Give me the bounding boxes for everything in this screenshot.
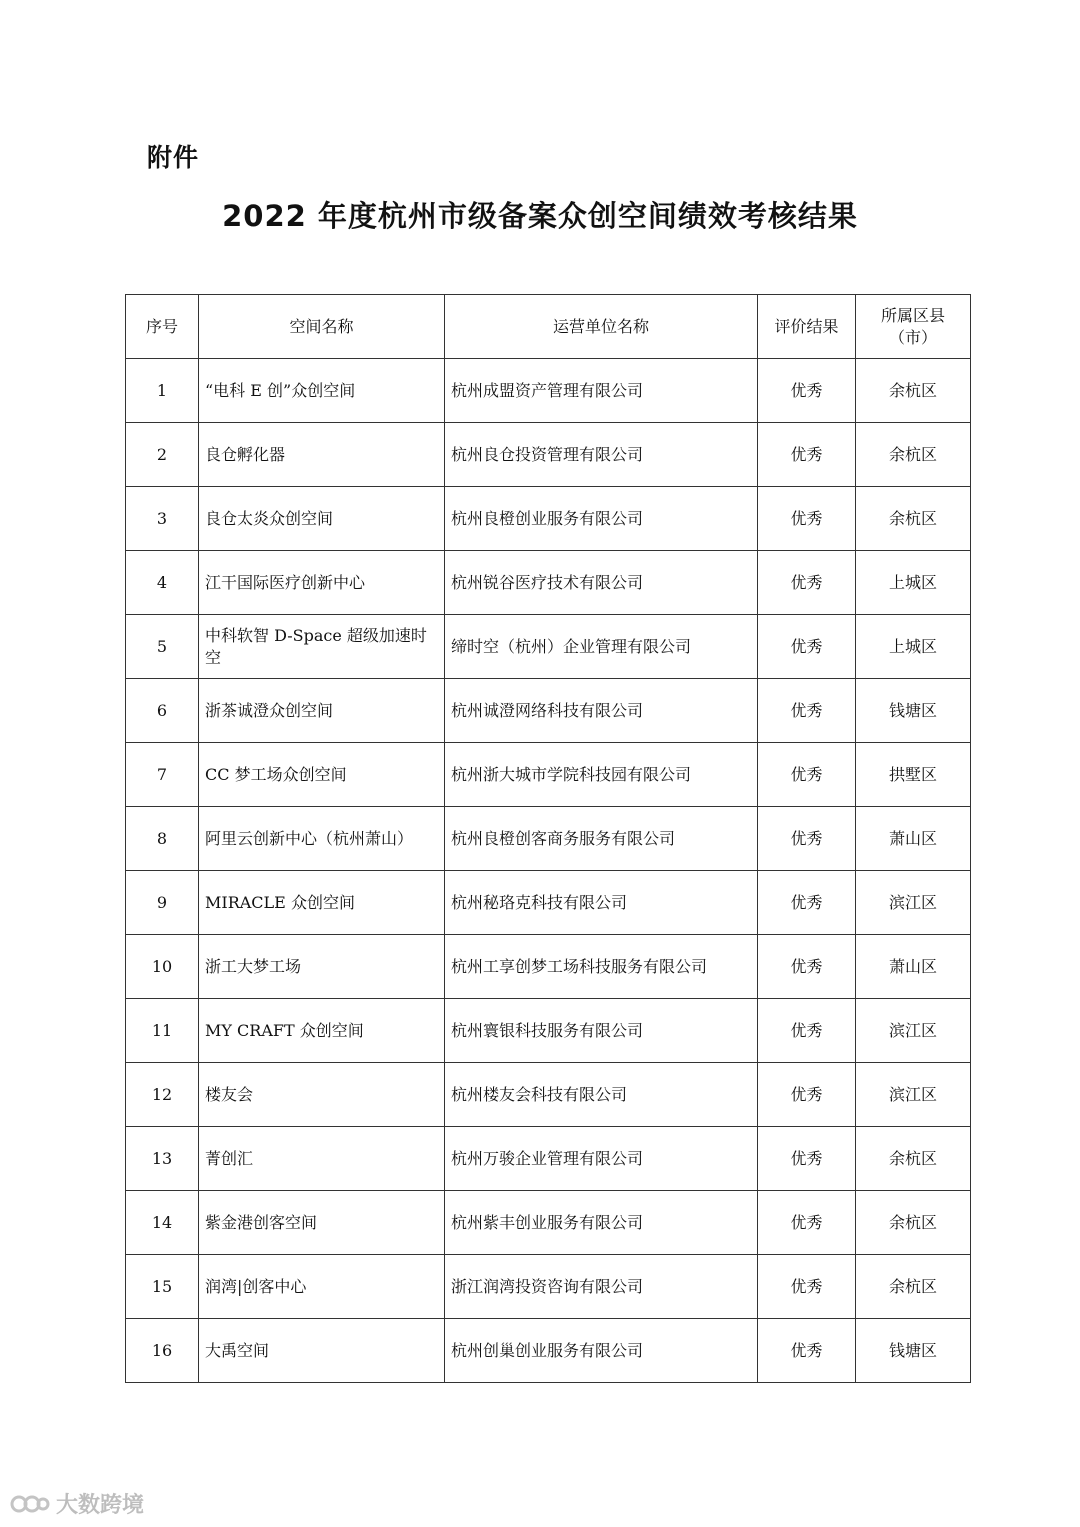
- cell-space-name: 紫金港创客空间: [199, 1191, 445, 1255]
- cell-space-name: MY CRAFT 众创空间: [199, 999, 445, 1063]
- header-result: 评价结果: [758, 295, 856, 359]
- cell-no: 12: [126, 1063, 199, 1127]
- cell-district: 拱墅区: [856, 743, 971, 807]
- table-row: [126, 1255, 971, 1319]
- cell-result: 优秀: [758, 871, 856, 935]
- cell-district: 余杭区: [856, 487, 971, 551]
- cell-operator: 缔时空（杭州）企业管理有限公司: [445, 615, 758, 679]
- cell-result: 优秀: [758, 743, 856, 807]
- cell-no: 7: [126, 743, 199, 807]
- cell-space-name: CC 梦工场众创空间: [199, 743, 445, 807]
- cell-district: 钱塘区: [856, 679, 971, 743]
- cell-space-name: 楼友会: [199, 1063, 445, 1127]
- table-row: [126, 743, 971, 807]
- cell-result: 优秀: [758, 999, 856, 1063]
- attachment-label: 附件: [147, 143, 200, 172]
- table-row: [126, 871, 971, 935]
- cell-district: 萧山区: [856, 935, 971, 999]
- header-no: 序号: [126, 295, 199, 359]
- header-space-name: 空间名称: [199, 295, 445, 359]
- cell-space-name: 中科软智 D-Space 超级加速时空: [199, 615, 445, 679]
- table-row: [126, 999, 971, 1063]
- cell-district: 滨江区: [856, 999, 971, 1063]
- cell-space-name: MIRACLE 众创空间: [199, 871, 445, 935]
- cell-no: 14: [126, 1191, 199, 1255]
- cell-space-name: 阿里云创新中心（杭州萧山）: [199, 807, 445, 871]
- cell-result: 优秀: [758, 551, 856, 615]
- cell-operator: 杭州锐谷医疗技术有限公司: [445, 551, 758, 615]
- cell-district: 上城区: [856, 551, 971, 615]
- cell-operator: 杭州紫丰创业服务有限公司: [445, 1191, 758, 1255]
- cell-operator: 杭州诚澄网络科技有限公司: [445, 679, 758, 743]
- cell-no: 8: [126, 807, 199, 871]
- cell-operator: 杭州工享创梦工场科技服务有限公司: [445, 935, 758, 999]
- cell-space-name: 大禹空间: [199, 1319, 445, 1383]
- table-row: [126, 1127, 971, 1191]
- cell-no: 15: [126, 1255, 199, 1319]
- cell-no: 13: [126, 1127, 199, 1191]
- cell-no: 5: [126, 615, 199, 679]
- cell-district: 钱塘区: [856, 1319, 971, 1383]
- cell-operator: 杭州成盟资产管理有限公司: [445, 359, 758, 423]
- cell-district: 余杭区: [856, 359, 971, 423]
- cell-no: 9: [126, 871, 199, 935]
- cell-result: 优秀: [758, 423, 856, 487]
- cell-space-name: 江干国际医疗创新中心: [199, 551, 445, 615]
- cell-district: 余杭区: [856, 1127, 971, 1191]
- cell-no: 1: [126, 359, 199, 423]
- cell-district: 余杭区: [856, 1191, 971, 1255]
- table-body: [126, 359, 971, 1383]
- cell-operator: 浙江润湾投资咨询有限公司: [445, 1255, 758, 1319]
- cell-result: 优秀: [758, 359, 856, 423]
- cell-operator: 杭州寰银科技服务有限公司: [445, 999, 758, 1063]
- cell-district: 余杭区: [856, 1255, 971, 1319]
- table-row: [126, 487, 971, 551]
- cell-operator: 杭州良橙创业服务有限公司: [445, 487, 758, 551]
- cell-district: 滨江区: [856, 1063, 971, 1127]
- cell-space-name: “电科 E 创”众创空间: [199, 359, 445, 423]
- table-row: [126, 551, 971, 615]
- cell-result: 优秀: [758, 807, 856, 871]
- cell-operator: 杭州良橙创客商务服务有限公司: [445, 807, 758, 871]
- cell-no: 11: [126, 999, 199, 1063]
- cell-operator: 杭州万骏企业管理有限公司: [445, 1127, 758, 1191]
- brand-logo-icon: [10, 1492, 50, 1516]
- cell-space-name: 良仓孵化器: [199, 423, 445, 487]
- cell-no: 10: [126, 935, 199, 999]
- table-row: [126, 1319, 971, 1383]
- table-row: [126, 935, 971, 999]
- watermark-text: 大数跨境: [56, 1493, 145, 1518]
- cell-result: 优秀: [758, 1191, 856, 1255]
- cell-operator: 杭州良仓投资管理有限公司: [445, 423, 758, 487]
- cell-no: 16: [126, 1319, 199, 1383]
- header-district-line1: 所属区县: [880, 305, 945, 325]
- table-row: [126, 359, 971, 423]
- page-title: 2022 年度杭州市级备案众创空间绩效考核结果: [222, 199, 858, 233]
- table-header-row: [126, 295, 971, 359]
- header-operator: 运营单位名称: [445, 295, 758, 359]
- cell-operator: 杭州创巢创业服务有限公司: [445, 1319, 758, 1383]
- cell-result: 优秀: [758, 935, 856, 999]
- cell-space-name: 浙茶诚澄众创空间: [199, 679, 445, 743]
- cell-no: 2: [126, 423, 199, 487]
- header-district-line2: （市）: [888, 327, 937, 347]
- cell-space-name: 润湾|创客中心: [199, 1255, 445, 1319]
- cell-result: 优秀: [758, 679, 856, 743]
- cell-no: 6: [126, 679, 199, 743]
- cell-space-name: 良仓太炎众创空间: [199, 487, 445, 551]
- header-district: [856, 295, 971, 359]
- watermark: [10, 1488, 144, 1519]
- table-row: [126, 807, 971, 871]
- cell-result: 优秀: [758, 1063, 856, 1127]
- cell-district: 萧山区: [856, 807, 971, 871]
- table-row: [126, 679, 971, 743]
- results-table: [125, 294, 971, 1383]
- cell-no: 3: [126, 487, 199, 551]
- table-row: [126, 615, 971, 679]
- cell-space-name: 菁创汇: [199, 1127, 445, 1191]
- cell-space-name: 浙工大梦工场: [199, 935, 445, 999]
- cell-district: 余杭区: [856, 423, 971, 487]
- table-row: [126, 1191, 971, 1255]
- cell-operator: 杭州楼友会科技有限公司: [445, 1063, 758, 1127]
- cell-result: 优秀: [758, 1127, 856, 1191]
- cell-district: 滨江区: [856, 871, 971, 935]
- cell-result: 优秀: [758, 487, 856, 551]
- cell-operator: 杭州秘珞克科技有限公司: [445, 871, 758, 935]
- cell-no: 4: [126, 551, 199, 615]
- cell-district: 上城区: [856, 615, 971, 679]
- cell-result: 优秀: [758, 1319, 856, 1383]
- table-row: [126, 1063, 971, 1127]
- cell-operator: 杭州浙大城市学院科技园有限公司: [445, 743, 758, 807]
- table-row: [126, 423, 971, 487]
- cell-result: 优秀: [758, 615, 856, 679]
- cell-result: 优秀: [758, 1255, 856, 1319]
